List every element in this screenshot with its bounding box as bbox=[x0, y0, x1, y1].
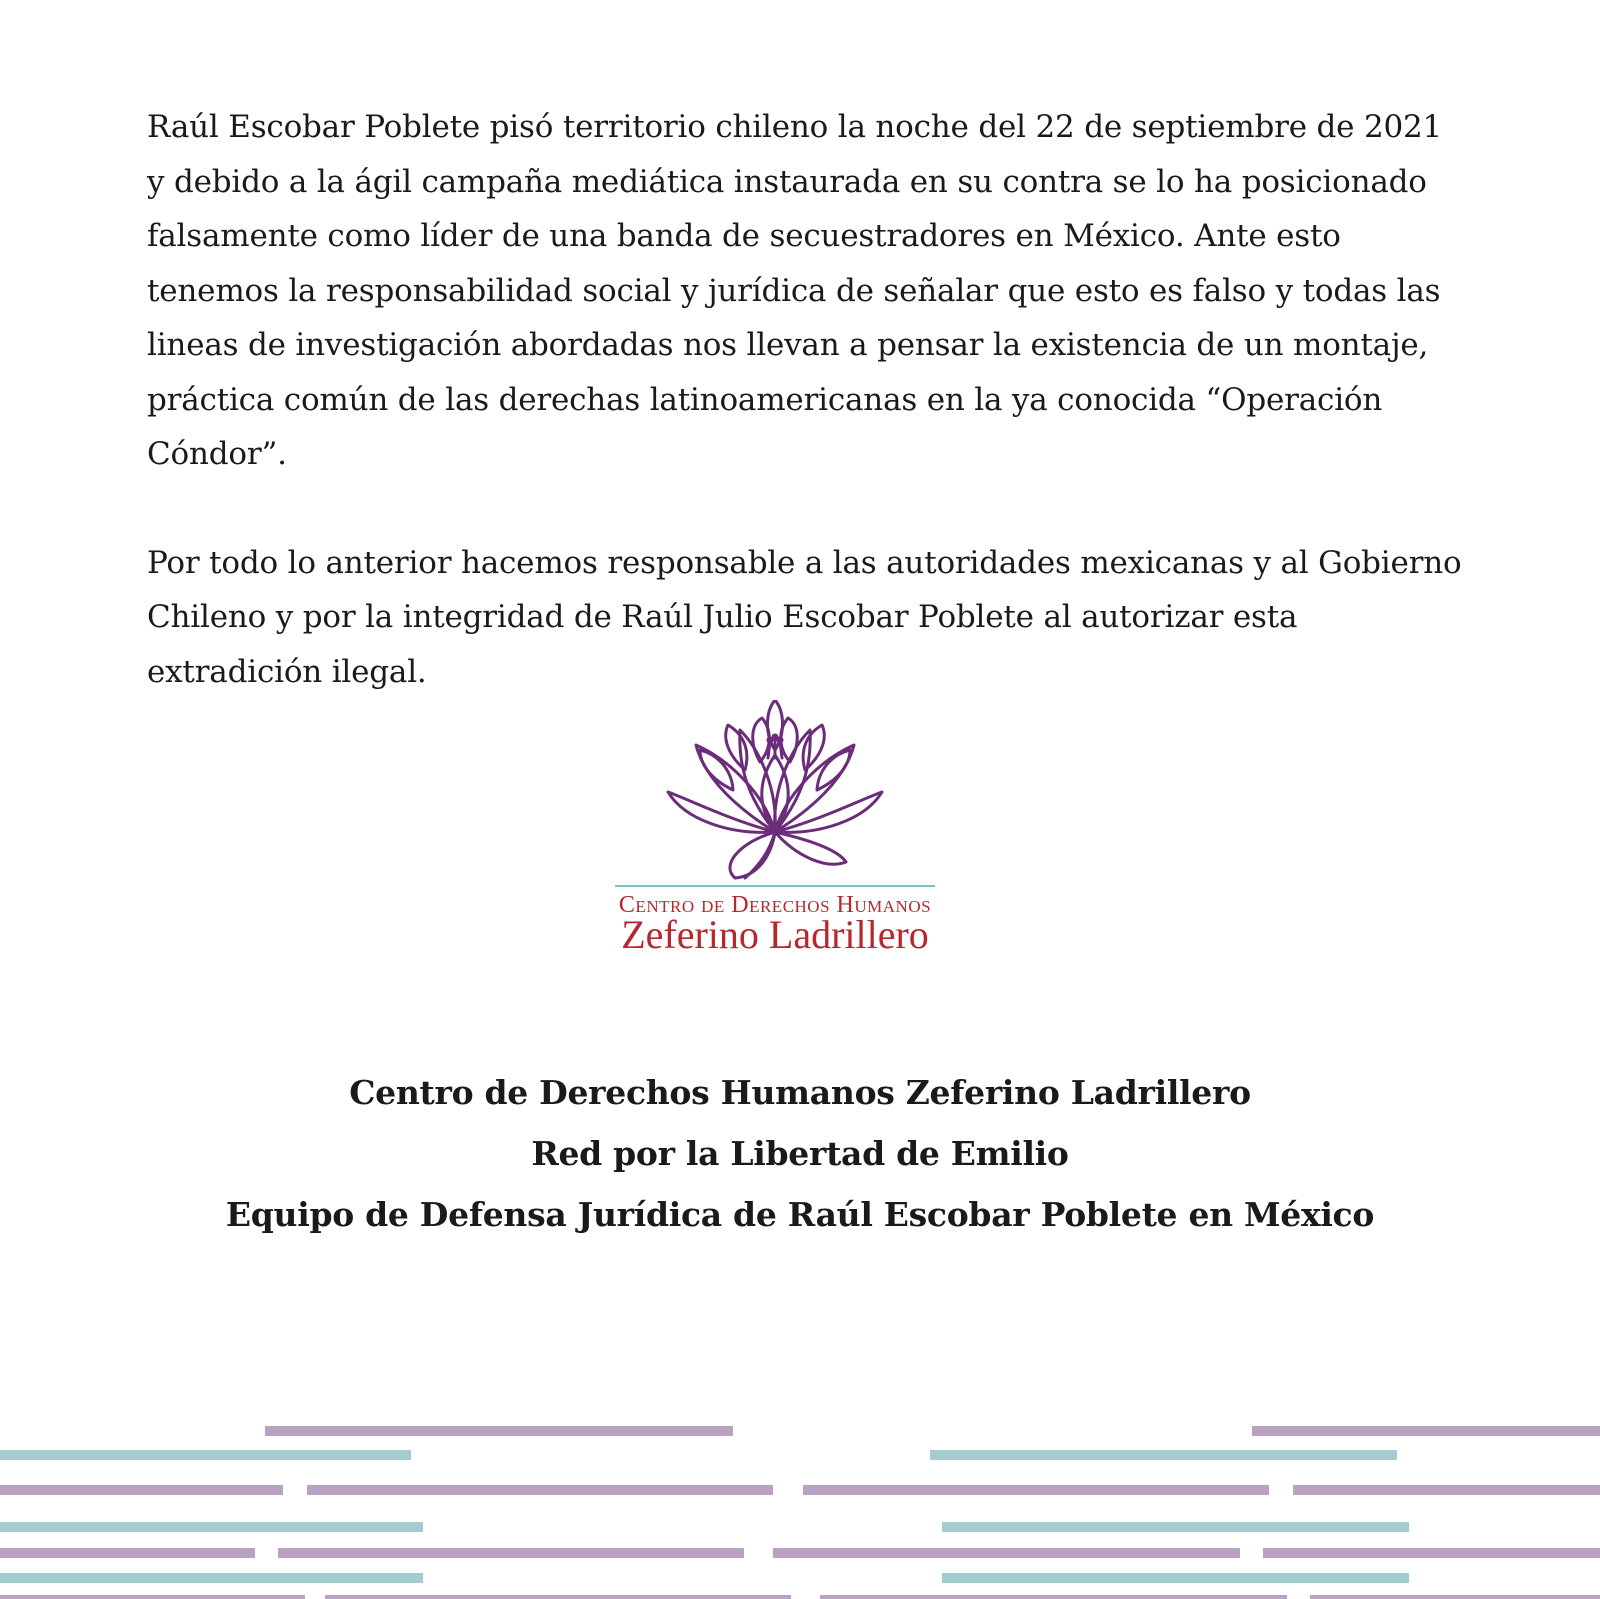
stripe bbox=[942, 1573, 1409, 1583]
stripe bbox=[307, 1485, 773, 1495]
lotus-logo-graphic bbox=[600, 700, 1000, 980]
stripe bbox=[942, 1522, 1409, 1532]
organization-logo bbox=[600, 700, 1000, 980]
stripe bbox=[803, 1485, 1269, 1495]
logo-text-line1: Centro de Derechos Humanos bbox=[618, 892, 932, 918]
stripe bbox=[0, 1595, 305, 1599]
statement-body bbox=[147, 100, 1465, 699]
stripe bbox=[325, 1595, 791, 1599]
logo-text-line2: Zeferino Ladrillero bbox=[621, 912, 929, 957]
paragraph-1: Raúl Escobar Poblete pisó territorio chileno la noche del 22 de septiembre de 2021 y debido a la ágil campaña mediática instaurada en su contra se lo ha posicionado falsamente como líder de una banda de secuestradores en México. Ante esto tenemos la responsabilidad social y jurídica de señalar que esto es falso y todas las lineas de investigación abordadas nos llevan a pensar la existencia de un montaje, práctica común de las derechas latinoamericanas en la ya conocida “Operación Cóndor”. bbox=[147, 109, 1443, 472]
signatures-block bbox=[0, 1062, 1600, 1245]
stripe bbox=[1252, 1426, 1600, 1436]
stripe bbox=[0, 1548, 255, 1558]
paragraph-2: Por todo lo anterior hacemos responsable a las autoridades mexicanas y al Gobierno Chileno y por la integridad de Raúl Julio Escobar Poblete al autorizar esta extradición ilegal. bbox=[147, 544, 1462, 690]
stripe bbox=[773, 1548, 1240, 1558]
stripe bbox=[1310, 1595, 1600, 1599]
stripe bbox=[0, 1450, 411, 1460]
stripe bbox=[1263, 1548, 1600, 1558]
stripe bbox=[278, 1548, 744, 1558]
signature-3: Equipo de Defensa Jurídica de Raúl Escobar Poblete en México bbox=[225, 1195, 1375, 1234]
stripe bbox=[0, 1522, 423, 1532]
signature-2: Red por la Libertad de Emilio bbox=[531, 1134, 1069, 1173]
stripe bbox=[0, 1485, 283, 1495]
stripe bbox=[0, 1573, 423, 1583]
stripe bbox=[930, 1450, 1397, 1460]
lotus-flower-icon bbox=[668, 700, 882, 878]
stripe bbox=[820, 1595, 1287, 1599]
stripe bbox=[265, 1426, 733, 1436]
stripe bbox=[1293, 1485, 1600, 1495]
signature-1: Centro de Derechos Humanos Zeferino Ladrillero bbox=[349, 1073, 1251, 1112]
